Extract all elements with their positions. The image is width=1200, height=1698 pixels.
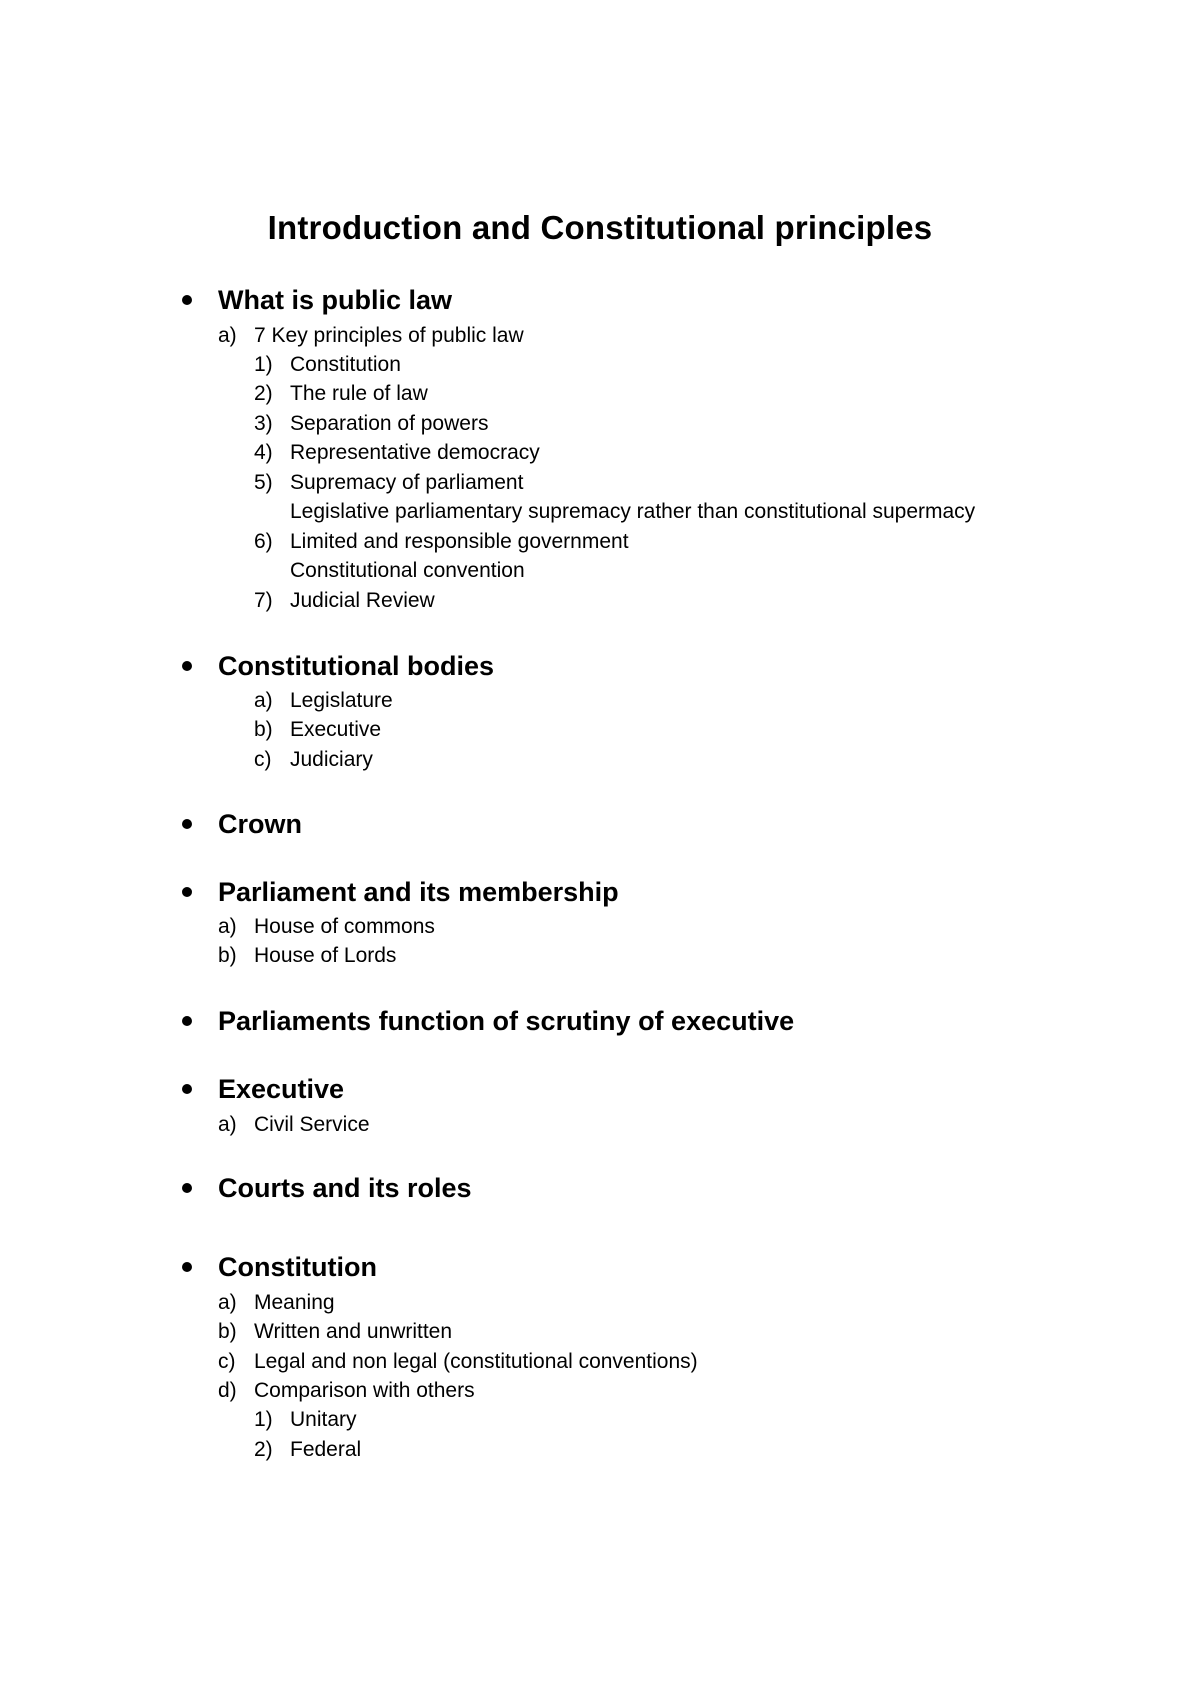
list-item: Unitary — [290, 1408, 357, 1431]
list-marker: 7) — [254, 589, 273, 612]
list-marker: 1) — [254, 1408, 273, 1431]
list-item: Constitution — [290, 353, 401, 376]
section-heading: Constitution — [218, 1252, 377, 1282]
list-item: Federal — [290, 1438, 362, 1461]
list-marker: c) — [254, 748, 272, 771]
list-marker: a) — [218, 324, 237, 347]
list-marker: 5) — [254, 471, 273, 494]
list-marker: 4) — [254, 441, 273, 464]
list-marker: c) — [218, 1350, 236, 1373]
list-item: Executive — [290, 718, 382, 741]
list-item: Judiciary — [290, 748, 373, 771]
list-marker: d) — [218, 1379, 237, 1402]
list-marker: a) — [218, 915, 237, 938]
list-item: 7 Key principles of public law — [254, 324, 524, 347]
list-marker: 1) — [254, 353, 273, 376]
list-item: House of commons — [254, 915, 435, 938]
list-item: Supremacy of parliament — [290, 471, 524, 494]
list-marker: 6) — [254, 530, 273, 553]
bullet-icon — [182, 1262, 192, 1272]
list-marker: 2) — [254, 382, 273, 405]
list-marker: 2) — [254, 1438, 273, 1461]
bullet-icon — [182, 1084, 192, 1094]
list-marker: a) — [254, 689, 273, 712]
bullet-icon — [182, 887, 192, 897]
list-item-continuation: Legislative parliamentary supremacy rather than constitutional supermacy — [290, 500, 976, 523]
list-item: Limited and responsible government — [290, 530, 629, 553]
page-title: Introduction and Constitutional principles — [267, 209, 933, 246]
section-heading: Constitutional bodies — [218, 651, 494, 681]
list-item: The rule of law — [290, 382, 428, 405]
bullet-icon — [182, 295, 192, 305]
bullet-icon — [182, 661, 192, 671]
list-marker: a) — [218, 1113, 237, 1136]
section-heading: What is public law — [218, 285, 453, 315]
section-heading: Executive — [218, 1074, 345, 1104]
list-marker: 3) — [254, 412, 273, 435]
list-item: Legislature — [290, 689, 393, 712]
list-item: Legal and non legal (constitutional conventions) — [254, 1350, 698, 1373]
list-marker: b) — [254, 718, 273, 741]
list-marker: b) — [218, 944, 237, 967]
list-item: Judicial Review — [290, 589, 435, 612]
bullet-icon — [182, 1016, 192, 1026]
list-item: Written and unwritten — [254, 1320, 453, 1343]
list-item: Comparison with others — [254, 1379, 475, 1402]
list-item-continuation: Constitutional convention — [290, 559, 525, 582]
bullet-icon — [182, 1183, 192, 1193]
bullet-icon — [182, 819, 192, 829]
list-item: Separation of powers — [290, 412, 489, 435]
list-marker: b) — [218, 1320, 237, 1343]
list-marker: a) — [218, 1291, 237, 1314]
section-heading: Courts and its roles — [218, 1173, 472, 1203]
list-item: Meaning — [254, 1291, 335, 1314]
list-item: House of Lords — [254, 944, 397, 967]
section-heading: Crown — [218, 809, 302, 839]
list-item: Civil Service — [254, 1113, 370, 1136]
section-heading: Parliament and its membership — [218, 877, 619, 907]
section-heading: Parliaments function of scrutiny of executive — [218, 1006, 795, 1036]
list-item: Representative democracy — [290, 441, 540, 464]
